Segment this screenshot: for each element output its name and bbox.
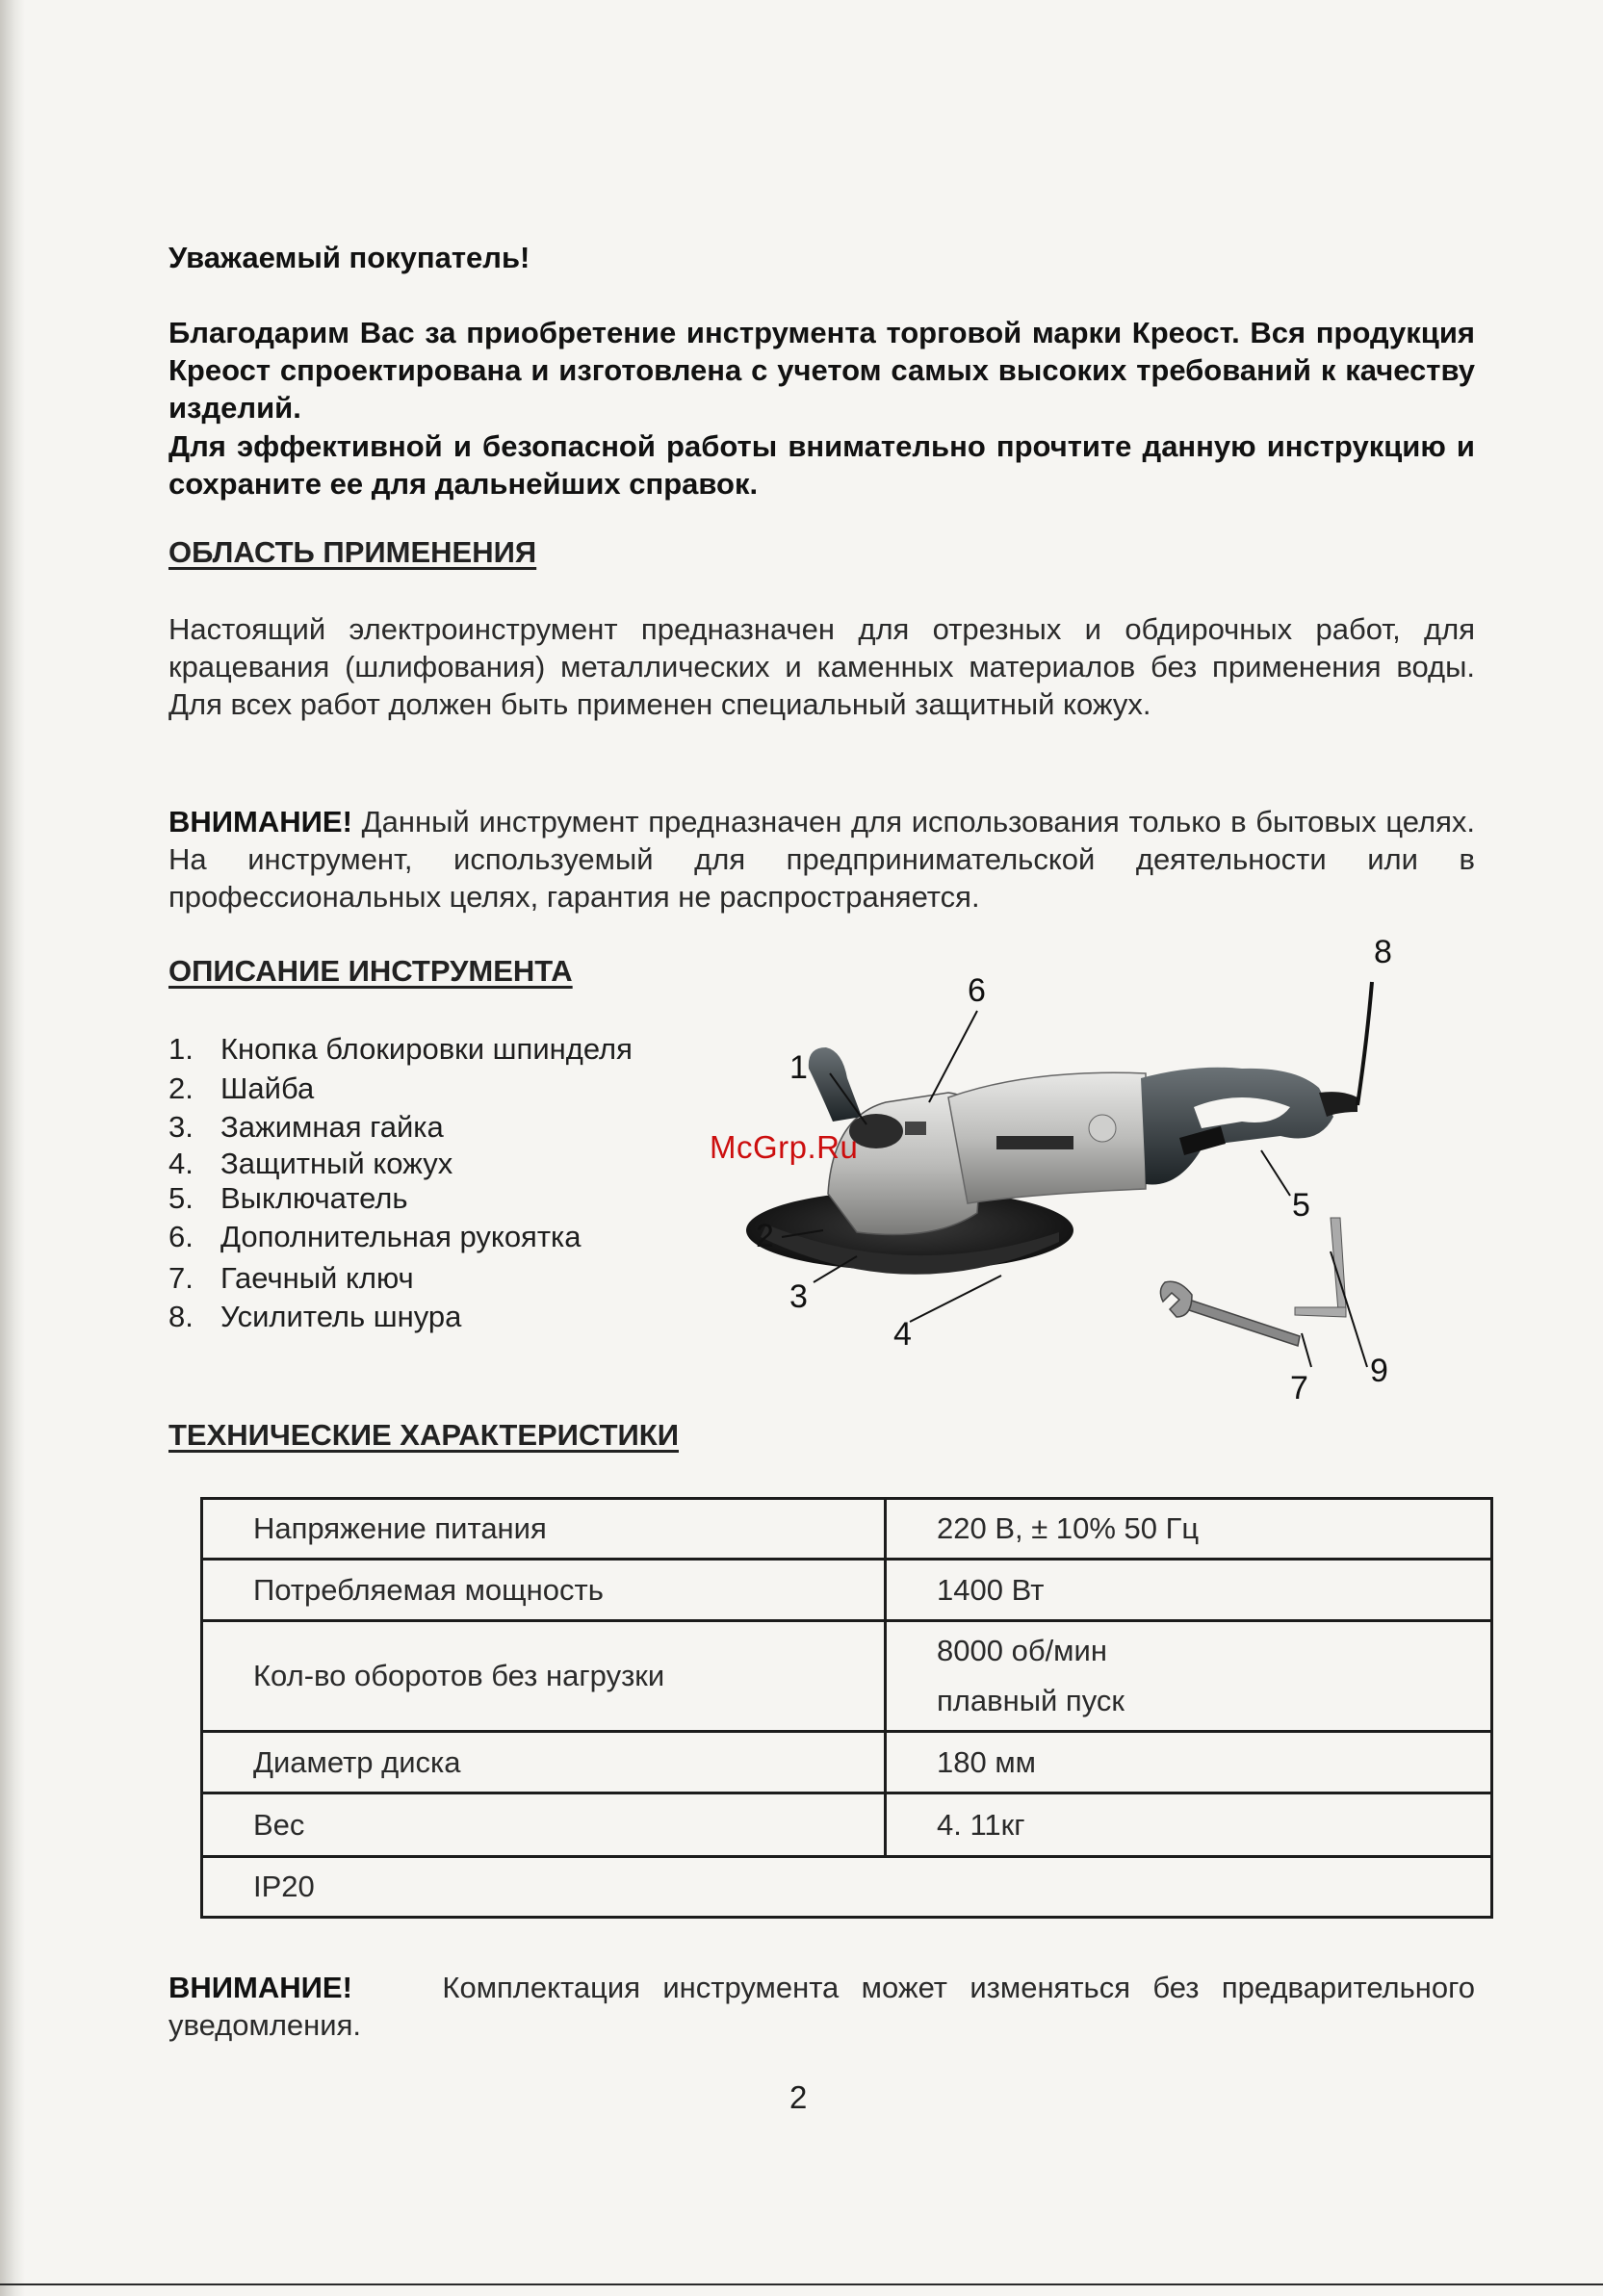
list-item: 6. Дополнительная рукоятка (168, 1220, 582, 1253)
warning-text: Комплектация инструмента может изменяться без предварительного уведомления. (168, 1971, 1476, 2042)
page-edge-shadow (0, 0, 25, 2296)
callout-5: 5 (1292, 1187, 1310, 1224)
callout-6: 6 (968, 972, 986, 1009)
callout-4: 4 (893, 1316, 912, 1353)
parts-list (168, 1030, 633, 1337)
warning-kit-changes (168, 1969, 1475, 2044)
table-row (202, 1621, 1492, 1732)
table-row (202, 1499, 1492, 1560)
list-item: 5. Выключатель (168, 1180, 408, 1215)
list-item: 1. Кнопка блокировки шпинделя (168, 1032, 633, 1067)
greeting: Уважаемый покупатель! (168, 241, 530, 274)
spec-name: Кол-во оборотов без нагрузки (202, 1621, 886, 1732)
warning-label: ВНИМАНИЕ! (168, 1971, 352, 2004)
warning-household-use (168, 803, 1475, 916)
rear-handle (1141, 1068, 1333, 1185)
callout-2: 2 (756, 1218, 774, 1254)
bottom-edge-line (0, 2283, 1603, 2285)
list-item: 4. Защитный кожух (168, 1147, 453, 1180)
list-item: 2. Шайба (168, 1071, 315, 1105)
list-item: 8. Усилитель шнура (168, 1300, 462, 1334)
watermark: McGrp.Ru (710, 1129, 859, 1165)
specs-heading: ТЕХНИЧЕСКИЕ ХАРАКТЕРИСТИКИ (168, 1418, 679, 1452)
spec-name: Напряжение питания (202, 1499, 886, 1560)
list-item: 7. Гаечный ключ (168, 1260, 414, 1295)
scope-heading: ОБЛАСТЬ ПРИМЕНЕНИЯ (168, 535, 537, 569)
spec-value: 180 мм (886, 1732, 1492, 1793)
side-handle (809, 1047, 862, 1122)
spec-value: 1400 Вт (886, 1560, 1492, 1621)
page-number: 2 (789, 2079, 808, 2115)
spec-name: IP20 (202, 1857, 1492, 1918)
spec-value: 4. 11кг (886, 1793, 1492, 1857)
table-row (202, 1560, 1492, 1621)
callout-1: 1 (789, 1049, 808, 1086)
description-heading: ОПИСАНИЕ ИНСТРУМЕНТА (168, 954, 573, 988)
spec-name: Диаметр диска (202, 1732, 886, 1793)
scope-text: Настоящий электроинструмент предназначен для отрезных и обдирочных работ, для крацевания (шлифования) металлических и каменных материалов без применения воды. Для всех работ должен быть применен специальный защитный кожух. (168, 612, 1475, 721)
intro-paragraph-2: Для эффективной и безопасной работы внимательно прочтите данную инструкцию и сохраните ее для дальнейших справок. (168, 429, 1475, 501)
callout-3: 3 (789, 1278, 808, 1315)
callout-8: 8 (1374, 934, 1392, 970)
hex-key (1295, 1218, 1346, 1317)
table-row (202, 1793, 1492, 1857)
spec-value: 8000 об/мин плавный пуск (886, 1621, 1492, 1732)
table-row (202, 1732, 1492, 1793)
spec-name: Вес (202, 1793, 886, 1857)
warning-text: Данный инструмент предназначен для использования только в бытовых целях. На инструмент, используемый для предпринимательской деятельности или в профессиональных целях, гарантия не распространяется. (168, 805, 1475, 914)
callout-7: 7 (1290, 1370, 1308, 1406)
spec-name: Потребляемая мощность (202, 1560, 886, 1621)
intro-paragraph-1: Благодарим Вас за приобретение инструмента торговой марки Креост. Вся продукция Креост спроектирована и изготовлена с учетом самых высоких требований к качеству изделий. (168, 316, 1475, 425)
spec-value: 220 В, ± 10% 50 Гц (886, 1499, 1492, 1560)
table-row (202, 1857, 1492, 1918)
spanner-wrench (1160, 1281, 1300, 1346)
list-item: 3. Зажимная гайка (168, 1110, 444, 1145)
specs-table (200, 1497, 1493, 1919)
warning-label: ВНИМАНИЕ! (168, 805, 352, 838)
callout-9: 9 (1370, 1353, 1388, 1389)
